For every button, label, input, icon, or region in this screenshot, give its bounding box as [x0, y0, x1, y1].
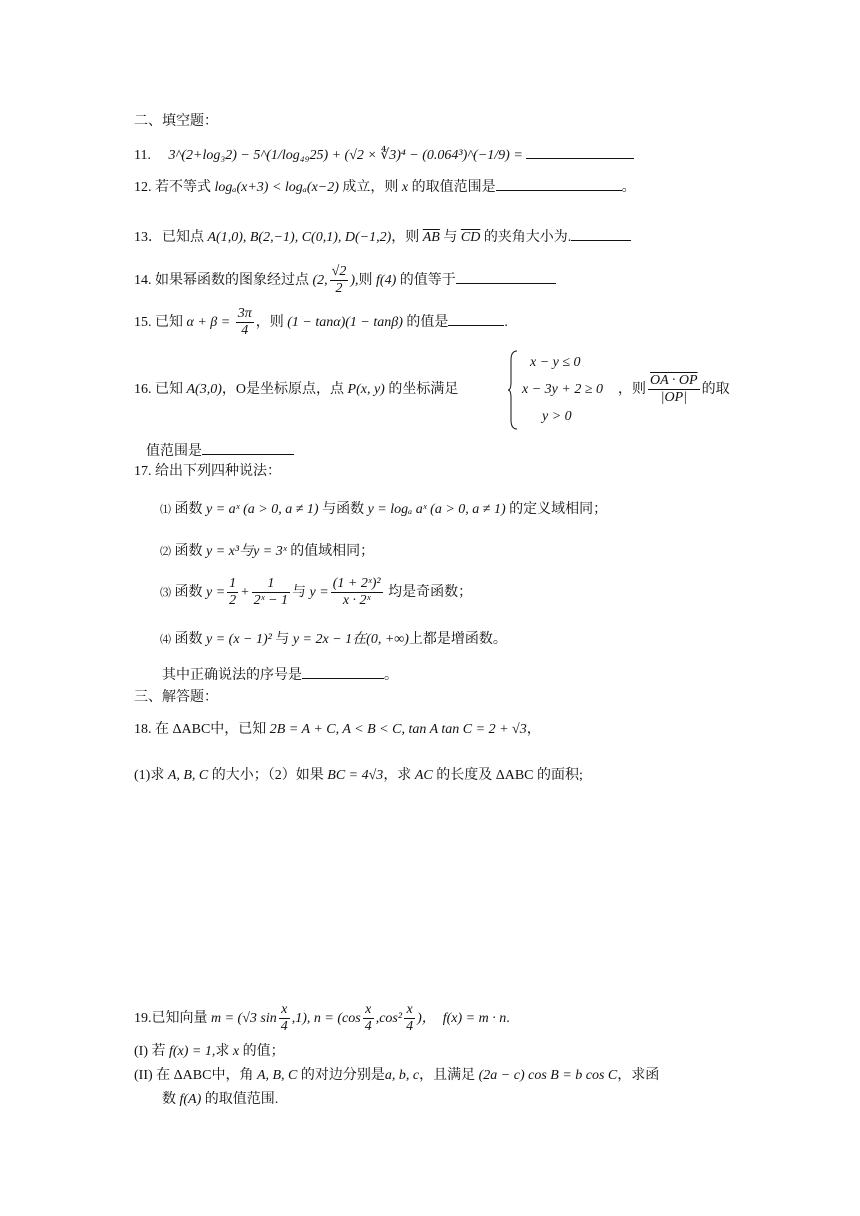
q14-f4: f(4) [376, 273, 397, 288]
q17-item-1-func-2: y = logₐ aˣ (a > 0, a ≠ 1) [367, 502, 506, 517]
q19-vector-m-end: ,1), [291, 1011, 311, 1026]
q16-constraint-1: x − y ≤ 0 [530, 355, 581, 370]
q18-conditions: 2B = A + C, A < B < C, tan A tan C = 2 + √3 [269, 722, 527, 737]
q19-part-2-text-2: 中，角 [211, 1068, 254, 1083]
q14-frac-den: 2 [335, 281, 343, 297]
q19-part-1-number: (I) [134, 1044, 148, 1059]
q19-triangle: ΔABC [173, 1068, 212, 1083]
q18-triangle: ΔABC [172, 722, 211, 737]
q12-variable: x [401, 180, 409, 195]
q19-frac-3-num: x [404, 1002, 415, 1019]
q19-vector-m: m = (√3 sin [211, 1011, 277, 1026]
q17-item-1-text-2: 与函数 [322, 502, 365, 517]
q17-item-3 [160, 574, 472, 612]
section-fill-heading: 二、填空题： [134, 114, 218, 129]
q17-item-3-number: ⑶ [160, 587, 171, 599]
q19-part-1-x: x [232, 1044, 240, 1059]
q18-line-end: ， [526, 722, 541, 737]
q17-item-2-text-2: 的值域相同； [290, 544, 375, 559]
q19-part-2-text-4: ，且满足 [419, 1068, 476, 1083]
q13-text-4: 的夹角大小为. [483, 230, 572, 245]
q13-text-3: 与 [443, 230, 458, 245]
q19-part-2-text: 在 [156, 1068, 171, 1083]
q14-point-open: (2, [312, 273, 328, 288]
q17-item-4 [160, 630, 507, 650]
q15-text-2: ，则 [255, 315, 284, 330]
question-15 [134, 306, 508, 340]
q17-item-4-func-2: y = 2x − 1在(0, +∞) [292, 632, 409, 647]
q12-text-2: 成立，则 [342, 180, 399, 195]
question-14 [134, 264, 556, 298]
q16-text-2: ，O是坐标原点，点 [221, 382, 345, 397]
q19-frac-3 [404, 1002, 415, 1035]
q16-text: 16. 已知 [134, 382, 183, 397]
q18-part-1-vars: A, B, C [167, 768, 209, 783]
q14-text-2: ,则 [355, 273, 373, 288]
q19-vector-n-mid: ,cos² [375, 1011, 403, 1026]
q12-end: 。 [621, 180, 636, 195]
question-19-line-1: 19.已知向量 m = (√3 sin $\frac{x}{4}$ ,1), n = (cos $\frac{x}{4}$ ,cos² $\frac{x}{4}$ )， f(x) = m · n. [134, 1002, 510, 1035]
q19-part-1 [134, 1042, 285, 1062]
q19-part-2-line-2 [162, 1090, 278, 1110]
q18-part-2-text-3: 的面积; [537, 768, 583, 783]
question-11 [134, 144, 634, 166]
q12-inequality: logₐ(x+3) < logₐ(x−2) [214, 180, 339, 195]
q14-point-fraction [330, 264, 349, 297]
q19-part-2-text-7: 的取值范围. [204, 1092, 279, 1107]
q16-answer-blank[interactable] [202, 440, 294, 455]
q19-fa: f(A) [179, 1092, 202, 1107]
q18-part-1-text: 的大小； [211, 768, 268, 783]
q15-text: 15. 已知 [134, 315, 183, 330]
q15-expression: (1 − tanα)(1 − tanβ) [287, 315, 403, 330]
q17-conclusion-text: 其中正确说法的序号是 [162, 668, 302, 683]
q18-part-2-text-2: 的长度及 [436, 768, 493, 783]
q17-frac-3-num: (1 + 2ˣ)² [332, 576, 381, 592]
q17-item-3-plus: + [240, 585, 250, 600]
q13-points: A(1,0), B(2,−1), C(0,1), D(−1,2) [207, 230, 392, 245]
left-brace-icon [508, 350, 518, 430]
q15-end: . [504, 315, 508, 330]
q19-vector-n: n = (cos [313, 1011, 361, 1026]
q16-text-6: 值范围是 [146, 444, 202, 459]
q14-point-close: ) [350, 273, 356, 288]
q19-frac-2 [363, 1002, 374, 1035]
q17-item-4-text: 函数 [174, 632, 203, 647]
q19-part-2 [134, 1066, 659, 1086]
q18-triangle-2: ΔABC [495, 768, 534, 783]
q17-item-4-and: 与 [275, 632, 290, 647]
question-13 [134, 226, 631, 248]
q17-conclusion-end: 。 [384, 668, 398, 683]
q16-constraint-2: x − 3y + 2 ≥ 0 [522, 382, 604, 397]
q19-part-1-text-2: ,求 [211, 1044, 230, 1059]
q19-frac-1-num: x [279, 1002, 290, 1019]
q11-answer-blank[interactable] [526, 144, 634, 159]
q17-item-1-func-1: y = aˣ (a > 0, a ≠ 1) [206, 502, 319, 517]
q19-vector-n-end: )， [417, 1011, 436, 1026]
q19-part-1-text-3: 的值； [242, 1044, 285, 1059]
q19-function: f(x) = m · n [442, 1011, 507, 1026]
q14-answer-blank[interactable] [456, 269, 556, 284]
q17-item-3-text: 函数 [174, 585, 203, 600]
q17-frac-1-den: 2 [229, 593, 237, 609]
question-18-line-2 [134, 766, 583, 786]
q15-frac-den: 4 [241, 323, 249, 339]
q19-part-2-number: (II) [134, 1068, 153, 1083]
q19-part-2-text-3: 的对边分别是 [300, 1068, 385, 1083]
q19-frac-1 [279, 1002, 290, 1035]
q14-text: 14. 如果幂函数的图象经过点 [134, 273, 309, 288]
q13-text: 13．已知点 [134, 230, 204, 245]
question-18-line-1 [134, 720, 541, 740]
question-16-line-2 [146, 440, 294, 462]
q19-part-1-text: 若 [151, 1044, 166, 1059]
q17-item-3-and: 与 [292, 585, 307, 600]
q17-item-2 [160, 542, 374, 562]
q17-item-2-funcs: y = x³与y = 3ˣ [206, 544, 287, 559]
q15-frac-num: 3π [237, 306, 252, 322]
q11-number: 11. [134, 148, 151, 163]
q17-frac-2-num: 1 [252, 576, 290, 593]
q18-part-2: （2）如果 [267, 768, 324, 783]
question-12 [134, 176, 636, 198]
q18-text: 18. 在 [134, 722, 169, 737]
q17-item-3-y: y = [206, 585, 226, 600]
q17-item-4-func-1: y = (x − 1)² [206, 632, 272, 647]
q17-frac-2-den: 2ˣ − 1 [253, 593, 289, 609]
q17-item-2-number: ⑵ [160, 546, 171, 558]
q19-part-2-text-6: 数 [162, 1092, 176, 1107]
q16-frac-den: |OP| [660, 390, 687, 406]
q17-answer-blank[interactable] [302, 664, 384, 679]
q13-vector-cd: $\overline{CD}$ [460, 230, 481, 245]
q19-frac-2-den: 4 [364, 1019, 372, 1035]
q17-item-3-text-2: 均是奇函数； [388, 585, 473, 600]
q18-text-2: 中，已知 [210, 722, 267, 737]
q16-point-a: A(3,0) [186, 382, 222, 397]
q18-bc: BC = 4√3 [327, 768, 384, 783]
q13-vector-ab: $\overline{AB}$ [422, 230, 440, 245]
q15-fraction [236, 306, 254, 339]
q19-frac-2-num: x [363, 1002, 374, 1019]
q17-item-4-text-2: 上都是增函数。 [408, 632, 507, 647]
q16-constraint-3: y > 0 [542, 409, 572, 424]
q18-part-2-text: ，求 [383, 768, 412, 783]
q16-text-5: 的取 [701, 382, 730, 397]
q19-angles: A, B, C [256, 1068, 298, 1083]
q19-frac-3-den: 4 [406, 1019, 414, 1035]
section-answer-heading: 三、解答题： [134, 690, 218, 705]
q19-part-1-equation: f(x) = 1 [169, 1044, 212, 1059]
q16-point-p: P(x, y) [347, 382, 385, 397]
q17-item-3-frac-1 [227, 576, 238, 609]
q16-text-4: ，则 [618, 382, 646, 397]
q11-expression: 3^(2+log₃2) − 5^(1/log₄₉25) + (√2 × ∜3)⁴ − (0.064³)^(−1/9) = [168, 148, 523, 163]
q16-constraint-system [508, 350, 618, 430]
q17-conclusion [162, 664, 398, 686]
q17-item-1 [160, 500, 607, 520]
q12-text: 12. 若不等式 [134, 180, 211, 195]
q17-title: 17. 给出下列四种说法： [134, 464, 281, 479]
q17-item-2-text: 函数 [174, 544, 203, 559]
q13-text-2: ，则 [391, 230, 420, 245]
q12-text-3: 的取值范围是 [411, 180, 496, 195]
q18-part-1: (1)求 [134, 768, 165, 783]
q17-item-3-frac-2 [252, 576, 290, 609]
q15-answer-blank[interactable] [448, 311, 504, 326]
q12-answer-blank[interactable] [496, 176, 622, 191]
q19-sides: a, b, c [384, 1068, 420, 1083]
q17-item-3-frac-3 [331, 576, 383, 609]
q19-text: 19.已知向量 [134, 1011, 208, 1026]
q16-fraction [648, 373, 700, 406]
q17-frac-1-num: 1 [229, 576, 237, 592]
q15-text-3: 的值是 [406, 315, 449, 330]
q17-item-1-text-3: 的定义域相同； [509, 502, 608, 517]
q19-part-2-text-5: ，求函 [617, 1068, 660, 1083]
q17-item-4-number: ⑷ [160, 634, 171, 646]
question-16-line-1 [134, 380, 458, 400]
q19-condition: (2a − c) cos B = b cos C [478, 1068, 618, 1083]
q13-answer-blank[interactable] [571, 226, 631, 241]
q16-frac-num: OA · OP [650, 373, 698, 389]
q17-item-1-text: 函数 [174, 502, 203, 517]
q15-sum: α + β = [186, 315, 231, 330]
q16-text-3: 的坐标满足 [388, 382, 459, 397]
q18-ac: AC [414, 768, 433, 783]
q14-text-3: 的值等于 [399, 273, 456, 288]
q17-frac-3-den: x · 2ˣ [342, 593, 371, 609]
question-16-tail [618, 372, 730, 408]
q17-item-1-number: ⑴ [160, 504, 171, 516]
q14-frac-num: √2 [331, 264, 347, 280]
q19-frac-1-den: 4 [280, 1019, 288, 1035]
q17-item-3-y2: y = [309, 585, 329, 600]
